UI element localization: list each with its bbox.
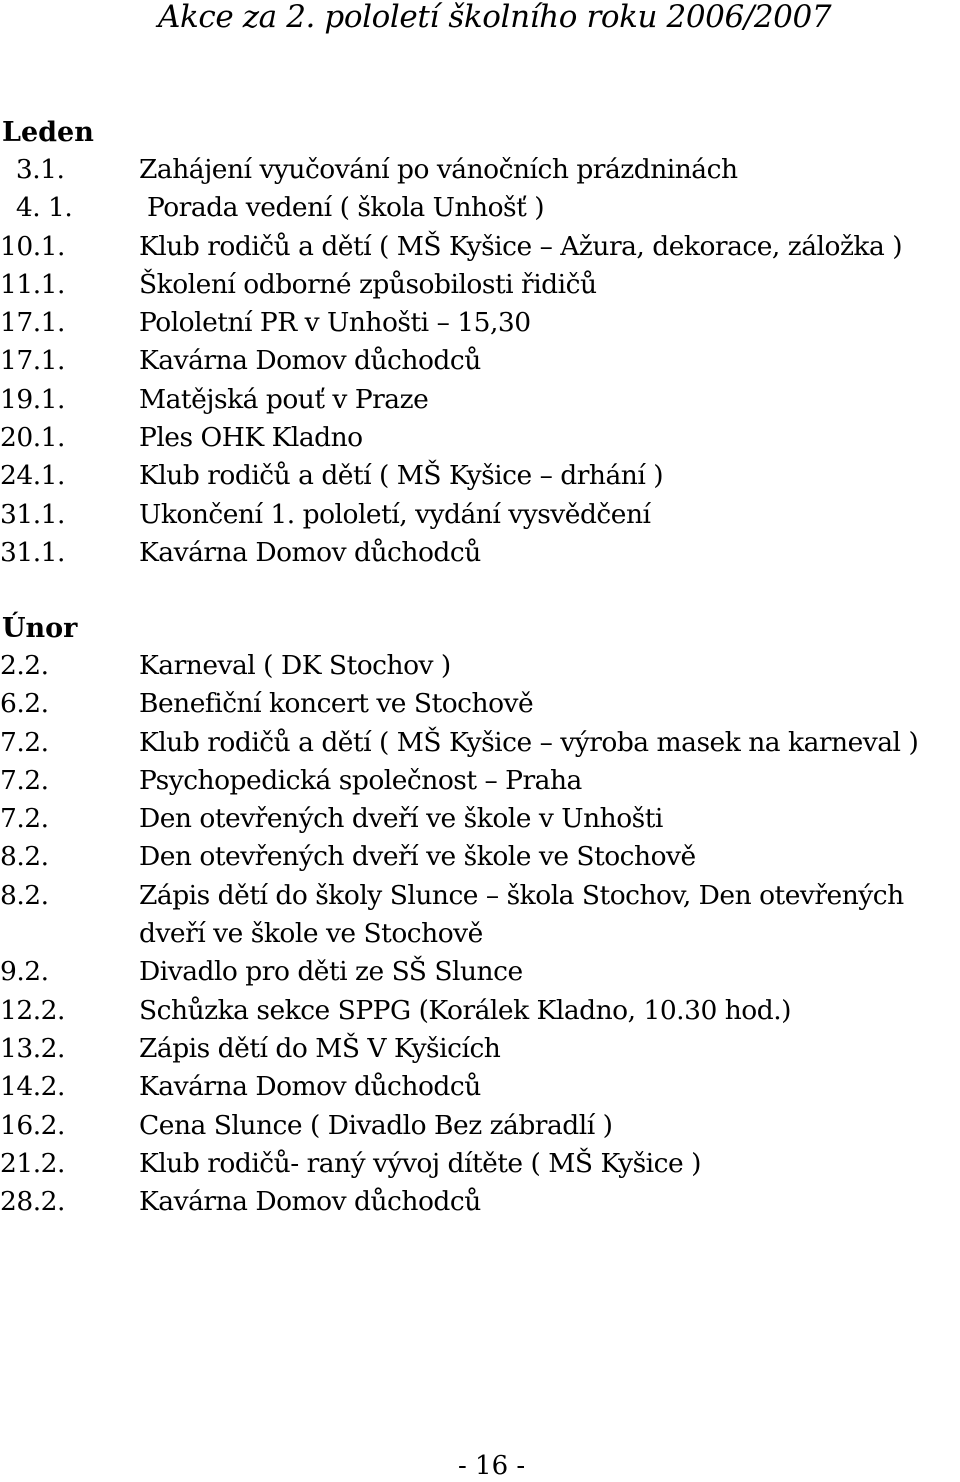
event-row	[0, 647, 960, 685]
event-date: 8.2.	[0, 879, 49, 911]
event-description: Zápis dětí do školy Slunce – škola Stochov, Den otevřených dveří ve škole ve Stochově	[139, 879, 904, 950]
event-description: Psychopedická společnost – Praha	[139, 764, 582, 796]
event-row	[0, 992, 960, 1030]
event-row	[0, 1068, 960, 1106]
event-description: Kavárna Domov důchodců	[139, 1186, 481, 1218]
event-date: 28.2.	[0, 1186, 65, 1218]
section-heading-unor: Únor	[2, 613, 78, 644]
event-row	[0, 534, 960, 572]
event-date: 14.2.	[0, 1071, 65, 1103]
event-description: Ples OHK Kladno	[139, 422, 363, 454]
event-row	[0, 685, 960, 723]
event-description: Den otevřených dveří ve škole v Unhošti	[139, 803, 663, 835]
event-description: Matějská pouť v Praze	[139, 383, 429, 415]
event-description: Zahájení vyučování po vánočních prázdninách	[139, 154, 738, 185]
event-date: 17.1.	[0, 345, 65, 377]
event-date: 24.1.	[0, 460, 65, 492]
section-heading-leden: Leden	[2, 117, 94, 148]
event-row	[0, 304, 960, 342]
event-row	[0, 151, 960, 189]
event-date: 31.1.	[0, 498, 65, 530]
event-date: 8.2.	[0, 841, 49, 873]
event-date: 6.2.	[0, 688, 49, 720]
event-description: Benefiční koncert ve Stochově	[139, 688, 534, 720]
event-description: Kavárna Domov důchodců	[139, 1071, 481, 1103]
event-description: Klub rodičů a dětí ( MŠ Kyšice – Ažura, dekorace, záložka )	[139, 230, 903, 262]
event-row	[0, 419, 960, 457]
event-date: 21.2.	[0, 1147, 65, 1179]
event-date: 2.2.	[0, 650, 49, 681]
event-date: 13.2.	[0, 1032, 65, 1064]
event-date: 11.1.	[0, 268, 65, 300]
event-date: 7.2.	[0, 726, 49, 758]
event-description: Divadlo pro děti ze SŠ Slunce	[139, 956, 523, 988]
event-row	[0, 189, 960, 227]
page-title: Akce za 2. pololetí školního roku 2006/2007	[158, 0, 832, 35]
event-list-leden	[0, 151, 960, 572]
event-list-unor	[0, 647, 960, 1221]
event-row	[0, 457, 960, 495]
event-row	[0, 1145, 960, 1183]
event-row	[0, 266, 960, 304]
event-description: Schůzka sekce SPPG (Korálek Kladno, 10.30 hod.)	[139, 994, 791, 1026]
event-row	[0, 1107, 960, 1145]
event-date: 31.1.	[0, 536, 65, 568]
event-date: 12.2.	[0, 994, 65, 1026]
event-description: Den otevřených dveří ve škole ve Stochově	[139, 841, 696, 873]
event-row	[0, 1030, 960, 1068]
event-description: Kavárna Domov důchodců	[139, 536, 481, 568]
event-description: Klub rodičů- raný vývoj dítěte ( MŠ Kyšice )	[139, 1147, 701, 1179]
event-description: Porada vedení ( škola Unhošť )	[139, 192, 545, 224]
event-description: Karneval ( DK Stochov )	[139, 650, 451, 681]
event-row	[0, 496, 960, 534]
event-row	[0, 1183, 960, 1221]
event-description: Kavárna Domov důchodců	[139, 345, 481, 377]
event-row	[0, 381, 960, 419]
event-date: 9.2.	[0, 956, 49, 988]
event-row	[0, 342, 960, 380]
page-number: - 16 -	[458, 1451, 526, 1481]
event-date: 3.1.	[0, 154, 65, 185]
event-description: Zápis dětí do MŠ V Kyšicích	[139, 1032, 501, 1064]
event-row	[0, 838, 960, 876]
event-row	[0, 953, 960, 991]
event-date: 17.1.	[0, 307, 65, 339]
event-row	[0, 800, 960, 838]
event-description: Klub rodičů a dětí ( MŠ Kyšice – drhání )	[139, 460, 664, 492]
event-date: 10.1.	[0, 230, 65, 262]
event-date: 7.2.	[0, 764, 49, 796]
event-description: Cena Slunce ( Divadlo Bez zábradlí )	[139, 1109, 613, 1141]
event-date: 7.2.	[0, 803, 49, 835]
event-row	[0, 228, 960, 266]
event-row	[0, 724, 960, 762]
event-date: 16.2.	[0, 1109, 65, 1141]
event-row	[0, 877, 960, 954]
event-date: 20.1.	[0, 422, 65, 454]
event-description: Školení odborné způsobilosti řidičů	[139, 268, 597, 300]
event-date: 19.1.	[0, 383, 65, 415]
event-description: Klub rodičů a dětí ( MŠ Kyšice – výroba masek na karneval )	[139, 726, 919, 758]
event-description: Pololetní PR v Unhošti – 15,30	[139, 307, 531, 339]
event-date: 4. 1.	[0, 192, 73, 224]
event-row	[0, 762, 960, 800]
event-description: Ukončení 1. pololetí, vydání vysvědčení	[139, 498, 651, 530]
